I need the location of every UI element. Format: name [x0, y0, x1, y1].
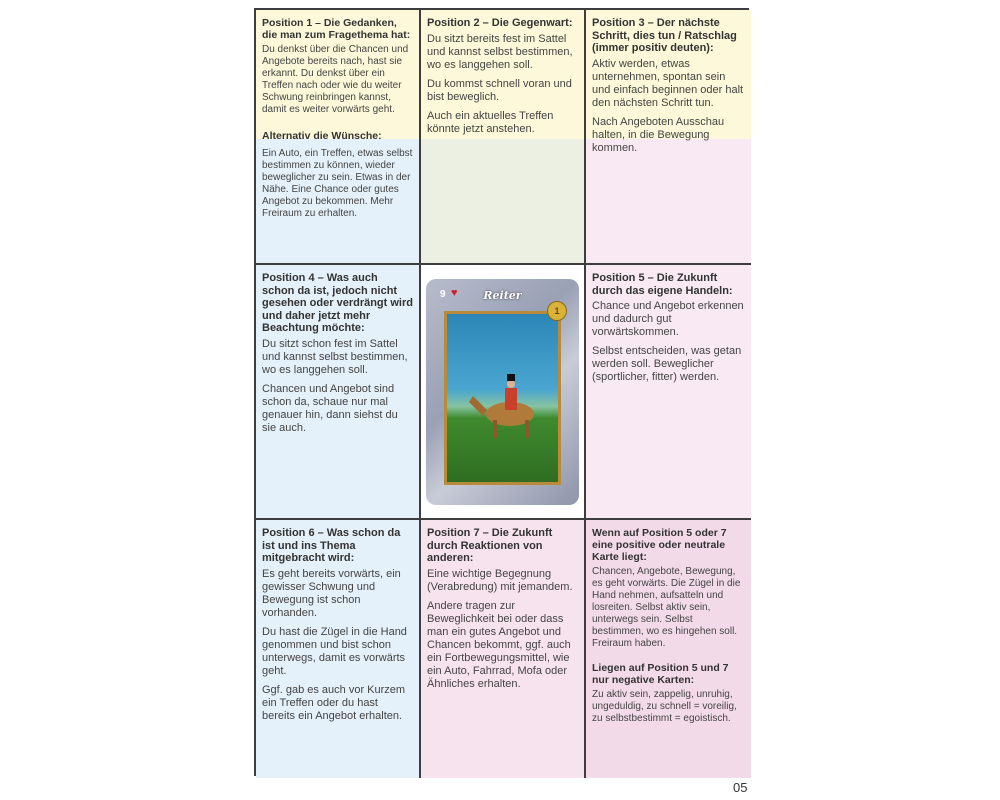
cell-position-1 [256, 10, 421, 265]
position-3-text: Nach Angeboten Ausschau halten, in die Bewegung kommen. [592, 115, 725, 154]
cell-position-5 [586, 265, 751, 520]
position-2-text: Du kommst schnell voran und bist beweglich. [427, 77, 572, 103]
rider-illustration [444, 311, 561, 485]
card-meaning-grid [254, 8, 749, 776]
position-7-text: Andere tragen zur Beweglichkeit bei oder dass man ein gutes Angebot und Chancen bekommt, ggf. auch ein Fortbewegungsmittel, wie ein Auto, Fahrrad, Mofa oder Ähnliches erhalten. [427, 599, 571, 690]
position-4-title: Position 4 – Was auch schon da ist, jedoch nicht gesehen oder verdrängt wird und daher jetzt mehr Beachtung möchte: [262, 272, 413, 334]
page-number: 05 [733, 780, 748, 795]
position-2-text: Du sitzt bereits fest im Sattel und kannst selbst bestimmen, wo es langgehen soll. [427, 32, 573, 71]
cell-position-4 [256, 265, 421, 520]
heart-icon: ♥ [451, 287, 458, 299]
position-6-title: Position 6 – Was schon da ist und ins Thema mitgebracht wird: [262, 527, 401, 564]
cell-position-7 [421, 520, 586, 778]
position-3-title: Position 3 – Der nächste Schritt, dies tun / Ratschlag (immer positiv deuten): [592, 17, 737, 54]
cell-position-3 [586, 10, 751, 265]
cell-card [421, 265, 586, 520]
position-5-text: Selbst entscheiden, was getan werden soll. Beweglicher (sportlicher, fitter) werden. [592, 345, 742, 383]
cell-interpretation [586, 520, 751, 778]
negative-title: Liegen auf Position 5 und 7 nur negative Karten: [592, 662, 729, 686]
position-7-title: Position 7 – Die Zukunft durch Reaktionen von anderen: [427, 527, 553, 564]
position-3-text: Aktiv werden, etwas unternehmen, spontan sein und einfach beginnen oder halt den nächsten Schritt tun. [592, 57, 744, 109]
position-7-text: Eine wichtige Begegnung (Verabredung) mit jemandem. [427, 567, 573, 593]
card-number: 9 [440, 289, 446, 300]
reiter-card-image [426, 279, 579, 505]
position-1-text: Du denkst über die Chancen und Angebote bereits nach, hast sie erkannt. Du denkst über ein Treffen nach oder wie du weiter Schwung reinbringen kannst, damit es weiter vorwärts geht. [262, 44, 409, 115]
cell-position-2 [421, 10, 586, 265]
position-6-text: Ggf. gab es auch vor Kurzem ein Treffen oder du hast bereits ein Angebot erhalten. [262, 683, 406, 722]
positive-text: Chancen, Angebote, Bewegung, es geht vorwärts. Die Zügel in die Hand nehmen, aufsatteln und losreiten. Selbst aktiv sein, unterwegs sein. Selbst bestimmen, wo es hingehen soll. Freiraum haben. [592, 566, 741, 649]
coin-icon: 1 [547, 301, 567, 321]
horse-rider-icon [465, 374, 545, 439]
position-5-text: Chance und Angebot erkennen und dadurch gut vorwärtskommen. [592, 300, 744, 338]
position-2-text: Auch ein aktuelles Treffen könnte jetzt anstehen. [427, 109, 554, 135]
cell-position-6 [256, 520, 421, 778]
positive-title: Wenn auf Position 5 oder 7 eine positive oder neutrale Karte liegt: [592, 527, 727, 563]
position-6-text: Du hast die Zügel in die Hand genommen und bist schon unterwegs, damit es vorwärts geht. [262, 625, 407, 677]
position-5-title: Position 5 – Die Zukunft durch das eigene Handeln: [592, 272, 733, 297]
wishes-title: Alternativ die Wünsche: [262, 130, 382, 142]
position-1-title: Position 1 – Die Gedanken, die man zum Fragethema hat: [262, 17, 411, 41]
position-4-text: Chancen und Angebot sind schon da, schaue nur mal genauer hin, dann siehst du sie auch. [262, 382, 398, 434]
wishes-text: Ein Auto, ein Treffen, etwas selbst bestimmen zu können, wieder beweglicher zu sein. Etwas in der Nähe. Eine Chance oder gutes Angebot zu bekommen. Mehr Freiraum zu erhalten. [262, 148, 413, 219]
card-name: Reiter [483, 289, 522, 302]
negative-text: Zu aktiv sein, zappelig, unruhig, ungeduldig, zu schnell = voreilig, zu selbstbestimmt = egoistisch. [592, 689, 737, 724]
position-2-title: Position 2 – Die Gegenwart: [427, 17, 573, 29]
position-6-text: Es geht bereits vorwärts, ein gewisser Schwung und Bewegung ist schon vorhanden. [262, 567, 401, 619]
position-4-text: Du sitzt schon fest im Sattel und kannst selbst bestimmen, wo es langgehen soll. [262, 337, 408, 376]
